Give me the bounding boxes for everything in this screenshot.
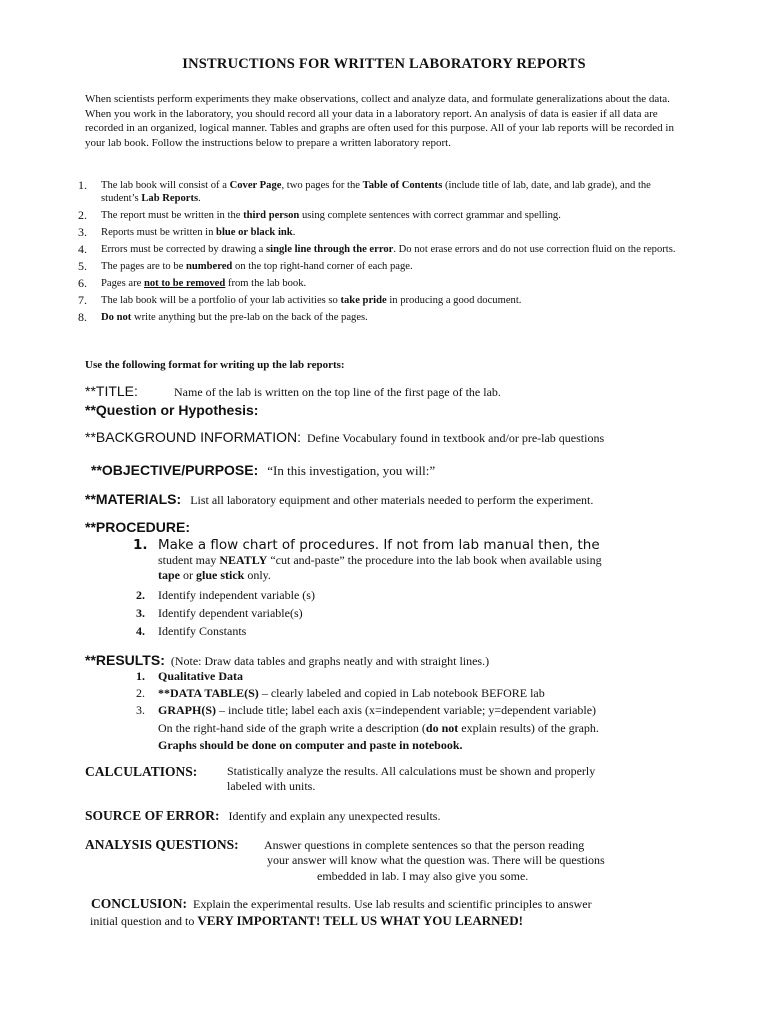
section-heading: SOURCE OF ERROR: bbox=[85, 808, 220, 823]
document-page: INSTRUCTIONS FOR WRITTEN LABORATORY REPORTS When scientists perform experiments they make observations, collect and analyze data, and formulate generalizations about the data. When you work in the laboratory, you should record all your data in a laboratory report. An analysis of data is easier if all data are recorded in an organized, logical manner. Tables and graphs are often used for this purpose. All of your lab reports will be recorded in your lab book. Follow the instructions below to prepare a written laboratory report. 1. The lab book will consist of a Cover Page, two pages for the Table of Contents (include title of lab, date, and lab grade), and the student’s Lab Reports. 2. The report must be written in the third person using complete sentences with correct grammar and spelling. 3. Reports must be written in blue or black ink. 4. Errors must be corrected by drawing a single line through the error. Do not erase errors and do not use correction fluid on the reports. 5. The pages are to be numbered on the top right-hand corner of each page. 6. Pages are not to be removed from the lab book. 7. The lab book will be a portfolio of your lab activities so take pride in producing a good document. 8. Do not write anything but the pre-lab on the back of the pages. Use the following format for writing up the lab reports: **TITLE: Name of the lab is written on the top line of the first page of the lab. **Question or Hypothesis: **BACKGROUND INFORMATION: Define Vocabulary found in textbook and/or pre-lab questions **OBJECTIVE/PURPOSE: “In this investigation, you will:” **MATERIALS: List all laboratory equipment and other materials needed to perform the experiment. **PROCEDURE: 1. Make a flow chart of procedures. If not from lab manual then, the student may NEATLY “cut and-paste” the procedure into the lab book when available using tape or glue stick only. 2. Identify independent variable (s) 3. Identify dependent variable(s) 4. Identify Constants **RESULTS: (Note: Draw data tables and graphs neatly and with straight lines.) 1. Qualitative Data 2. **DATA TABLE(S) – clearly labeled and copied in Lab notebook BEFORE lab 3. GRAPH(S) – include title; label each axis (x=independent variable; y=dependent variable) On the right-hand side of the graph write a description (do not explain results) of the graph. Graphs should be done on computer and paste in notebook. CALCULATIONS: Statistically analyze the results. All calculations must be shown and properly labeled with units. SOURCE OF ERROR: Identify and explain any unexpected results. ANALYSIS QUESTIONS: Answer questions in complete sentences so that the person reading your answer will know what the question was. There will be questions embedded in lab. I may also give you some. CONCLUSION: Explain the experimental results. Use lab results and scientific principles to answer initial question and to VERY IMPORTANT! TELL US WHAT YOU LEARNED! bbox=[0, 0, 768, 1024]
list-item: 5. The pages are to be numbered on the top right-hand corner of each page. bbox=[78, 259, 413, 273]
list-number: 7. bbox=[78, 293, 87, 307]
section-question bbox=[85, 403, 258, 419]
section-heading: **RESULTS: bbox=[85, 652, 165, 668]
section-heading: CALCULATIONS: bbox=[85, 764, 198, 779]
section-background bbox=[85, 430, 665, 446]
section-text: “In this investigation, you will:” bbox=[267, 463, 436, 478]
section-error bbox=[85, 808, 440, 824]
section-text: Identify and explain any unexpected results. bbox=[228, 809, 441, 823]
section-procedure bbox=[85, 520, 190, 536]
section-materials bbox=[85, 492, 593, 508]
section-heading: **MATERIALS: bbox=[85, 491, 182, 507]
section-text: List all laboratory equipment and other materials needed to perform the experiment. bbox=[190, 493, 594, 507]
section-heading: CONCLUSION: bbox=[91, 896, 188, 911]
section-analysis bbox=[85, 837, 239, 853]
section-heading: **OBJECTIVE/PURPOSE: bbox=[91, 462, 259, 478]
section-results bbox=[85, 653, 489, 669]
section-text: Define Vocabulary found in textbook and/or pre-lab questions bbox=[306, 431, 605, 445]
procedure-item-1: 1. Make a flow chart of procedures. If not from lab manual then, the student may NEATLY “cut and-paste” the procedure into the lab book when available using tape or glue stick only. bbox=[133, 537, 602, 582]
list-item: 2. The report must be written in the third person using complete sentences with correct grammar and spelling. bbox=[78, 208, 561, 222]
section-calculations bbox=[85, 764, 197, 780]
list-item: 1. The lab book will consist of a Cover Page, two pages for the Table of Contents (include title of lab, date, and lab grade), and the student’s Lab Reports. bbox=[78, 178, 651, 204]
results-item-3: 3. GRAPH(S) – include title; label each axis (x=independent variable; y=dependent variable) On the right-hand side of the graph write a description (do not explain results) of the graph. Graphs should be done on computer and paste in notebook. bbox=[136, 703, 599, 752]
section-text: Statistically analyze the results. All calculations must be shown and properly labeled with units. bbox=[227, 764, 596, 793]
rules-list bbox=[78, 179, 678, 328]
list-number: 8. bbox=[78, 310, 87, 324]
list-item: 7. The lab book will be a portfolio of your lab activities so take pride in producing a good document. bbox=[78, 293, 522, 307]
section-heading: **TITLE: bbox=[85, 383, 138, 399]
list-item: 6. Pages are not to be removed from the lab book. bbox=[78, 276, 307, 290]
list-number: 5. bbox=[78, 259, 87, 273]
list-number: 6. bbox=[78, 276, 87, 290]
section-title bbox=[85, 384, 138, 400]
section-text: Explain the experimental results. Use lab results and scientific principles to answer bbox=[193, 897, 592, 911]
list-item: 8. Do not write anything but the pre-lab on the back of the pages. bbox=[78, 310, 368, 324]
section-text: Answer questions in complete sentences so that the person reading bbox=[264, 838, 585, 852]
list-number: 1. bbox=[78, 178, 87, 192]
section-conclusion bbox=[91, 896, 691, 912]
format-label: Use the following format for writing up the lab reports: bbox=[85, 359, 345, 371]
list-number: 3. bbox=[78, 225, 87, 239]
section-text: your answer will know what the question was. There will be questions bbox=[267, 853, 605, 867]
section-heading: **Question or Hypothesis: bbox=[85, 402, 259, 418]
document-title: INSTRUCTIONS FOR WRITTEN LABORATORY REPORTS bbox=[182, 56, 586, 72]
list-number: 4. bbox=[78, 242, 87, 256]
section-text: Name of the lab is written on the top line of the first page of the lab. bbox=[174, 385, 501, 399]
section-text: embedded in lab. I may also give you some. bbox=[317, 869, 529, 883]
section-heading: ANALYSIS QUESTIONS: bbox=[85, 837, 239, 852]
list-item: 4. Errors must be corrected by drawing a single line through the error. Do not erase errors and do not use correction fluid on the reports. bbox=[78, 242, 676, 256]
section-heading: **BACKGROUND INFORMATION: bbox=[85, 429, 301, 445]
section-text: (Note: Draw data tables and graphs neatly and with straight lines.) bbox=[170, 654, 490, 668]
section-heading: **PROCEDURE: bbox=[85, 519, 191, 535]
section-objective bbox=[91, 463, 435, 479]
intro-paragraph: When scientists perform experiments they make observations, collect and analyze data, and formulate generalizations about the data. When you work in the laboratory, you should record all your data in a laboratory report. An analysis of data is easier if all data are recorded in an organized, logical manner. Tables and graphs are often used for this purpose. All of your lab reports will be recorded in your lab book. Follow the instructions below to prepare a written laboratory report. bbox=[85, 93, 674, 149]
conclusion-line-2: initial question and to VERY IMPORTANT! TELL US WHAT YOU LEARNED! bbox=[90, 913, 523, 928]
list-number: 2. bbox=[78, 208, 87, 222]
list-item: 3. Reports must be written in blue or black ink. bbox=[78, 225, 296, 239]
